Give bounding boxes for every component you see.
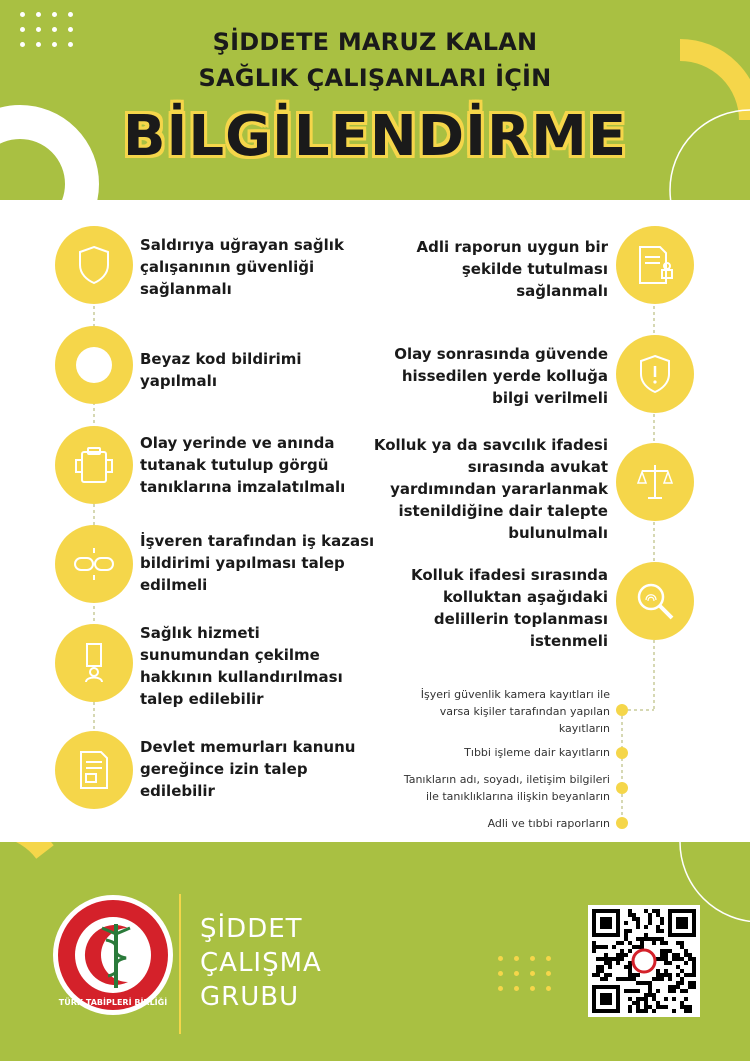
exit-icon — [69, 638, 119, 688]
evidence-item-4: Adli ve tıbbi raporların — [487, 817, 610, 830]
header-line-1: ŞİDDETE MARUZ KALAN — [212, 28, 538, 56]
footer-dot-pattern — [498, 956, 552, 991]
alert-shield-icon — [630, 349, 680, 399]
footer-divider — [179, 894, 181, 1034]
right-item-2-text: Olay sonrasında güvende hissedilen yerde kolluğa bilgi verilmeli — [394, 345, 608, 407]
evidence-dot-2 — [616, 747, 628, 759]
left-icon-circle-3 — [55, 426, 133, 504]
header-line-2: SAĞLIK ÇALIŞANLARI İÇİN — [198, 64, 552, 92]
evidence-connector — [618, 640, 658, 830]
stamp-document-icon — [630, 240, 680, 290]
evidence-dot-1 — [616, 704, 628, 716]
ttb-logo — [50, 892, 176, 1018]
right-icon-circle-4 — [616, 562, 694, 640]
document-icon — [69, 745, 119, 795]
left-item-5-text: Sağlık hizmeti sunumundan çekilme hakkının kullandırılması talep edilebilir — [140, 624, 343, 708]
left-icon-circle-6 — [55, 731, 133, 809]
header-title: BİLGİLENDİRME — [122, 104, 628, 169]
right-icon-circle-3 — [616, 443, 694, 521]
right-item-3-text: Kolluk ya da savcılık ifadesi sırasında avukat yardımından yararlanmak istenildiğine dair talepte bulunulmalı — [373, 436, 608, 542]
svg-text:TÜRK TABİPLERİ BİRLİĞİ: TÜRK TABİPLERİ BİRLİĞİ — [58, 998, 168, 1007]
chain-icon — [69, 539, 119, 589]
left-icon-circle-1 — [55, 226, 133, 304]
group-name: ŞİDDET ÇALIŞMA GRUBU — [200, 914, 322, 1012]
qr-code[interactable] — [588, 905, 700, 1017]
right-icon-circle-2 — [616, 335, 694, 413]
evidence-item-1: İşyeri güvenlik kamera kayıtları ile varsa kişiler tarafından yapılan kayıtların — [420, 688, 610, 735]
left-icon-circle-4 — [55, 525, 133, 603]
ring-icon — [69, 340, 119, 390]
left-item-3-text: Olay yerinde ve anında tutanak tutulup görgü tanıklarına imzalatılmalı — [140, 434, 346, 496]
evidence-item-2: Tıbbi işleme dair kayıtların — [464, 746, 610, 759]
left-item-2-text: Beyaz kod bildirimi yapılmalı — [140, 350, 302, 390]
shield-icon — [69, 240, 119, 290]
left-icon-circle-2 — [55, 326, 133, 404]
left-item-4-text: İşveren tarafından iş kazası bildirimi yapılması talep edilmeli — [140, 532, 375, 594]
qr-pattern — [592, 909, 696, 1013]
evidence-dot-4 — [616, 817, 628, 829]
scales-icon — [630, 457, 680, 507]
header-banner — [0, 0, 750, 200]
right-item-1-text: Adli raporun uygun bir şekilde tutulması sağlanmalı — [416, 238, 608, 300]
left-icon-circle-5 — [55, 624, 133, 702]
right-icon-circle-1 — [616, 226, 694, 304]
fingerprint-magnifier-icon — [630, 576, 680, 626]
evidence-item-3: Tanıkların adı, soyadı, iletişim bilgileri ile tanıklıklarına ilişkin beyanların — [403, 773, 610, 803]
clipboard-icon — [69, 440, 119, 490]
right-item-4-text: Kolluk ifadesi sırasında kolluktan aşağıdaki delillerin toplanması istenmeli — [410, 566, 608, 650]
evidence-dot-3 — [616, 782, 628, 794]
right-timeline-line — [650, 270, 660, 600]
left-item-1-text: Saldırıya uğrayan sağlık çalışanının güvenliği sağlanmalı — [140, 236, 344, 298]
left-item-6-text: Devlet memurları kanunu gereğince izin talep edilebilir — [140, 738, 356, 800]
